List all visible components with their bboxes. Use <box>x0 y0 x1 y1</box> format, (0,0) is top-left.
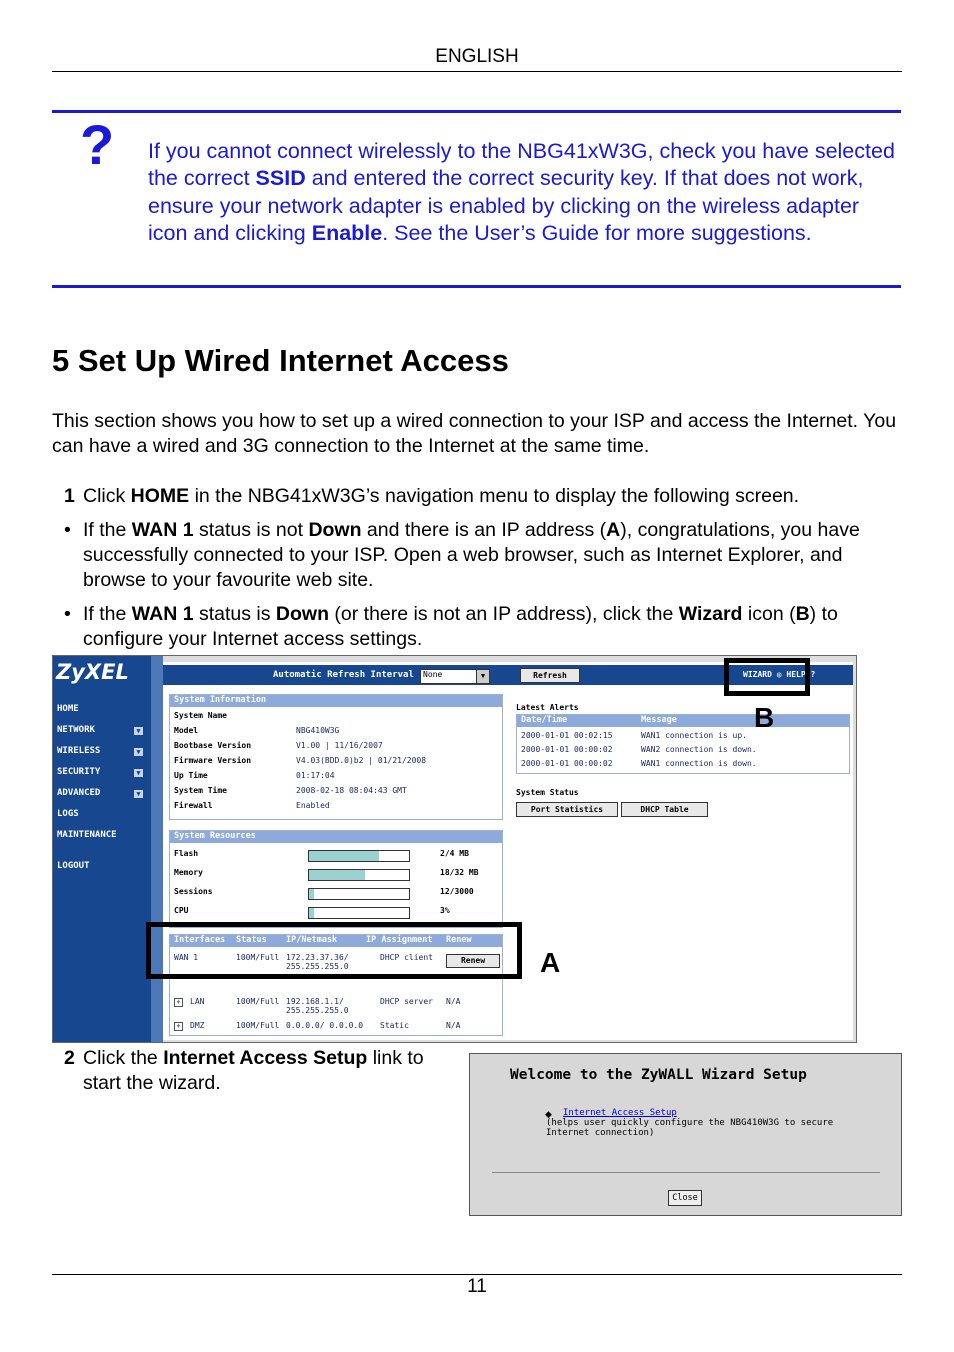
step-2: 2 Click the Internet Access Setup link to start the wizard. <box>64 1047 424 1094</box>
resource-label: Sessions <box>174 887 213 896</box>
latest-alerts-header: Date/Time Message <box>517 715 849 727</box>
bullet-wan-up: • If the WAN 1 status is not Down and there is an IP address (A), congratulations, you have successfully connected to your ISP. Open a web browser, such as Internet Explorer, and browse to your favourite web site. <box>64 519 860 591</box>
resource-value: 2/4 MB <box>440 849 469 858</box>
resource-bar <box>308 869 410 881</box>
sidebar-item-logout[interactable]: LOGOUT <box>57 861 90 871</box>
resource-bar <box>308 888 410 900</box>
interface-renew: N/A <box>446 1021 461 1030</box>
expand-icon[interactable]: + <box>174 998 183 1007</box>
sysinfo-key: Model <box>174 726 199 735</box>
latest-alerts-panel <box>516 714 850 774</box>
sidebar-item-network[interactable]: NETWORK <box>57 725 95 735</box>
renew-button[interactable]: Renew <box>446 954 500 968</box>
interface-mask: 255.255.255.0 <box>286 962 349 971</box>
wizard-title: Welcome to the ZyWALL Wizard Setup <box>510 1067 807 1083</box>
header-language: ENGLISH <box>435 46 519 67</box>
chevron-down-icon: ▼ <box>476 670 489 683</box>
interface-status: 100M/Full <box>236 1021 280 1030</box>
alert-time: 2000-01-01 00:02:15 <box>521 731 613 740</box>
interfaces-column-header: Renew <box>446 935 472 945</box>
resource-bar <box>308 907 410 919</box>
footer-rule <box>52 1274 902 1275</box>
resource-value: 18/32 MB <box>440 868 479 877</box>
sysinfo-value: V1.00 | 11/16/2007 <box>296 741 383 750</box>
alert-message: WAN1 connection is down. <box>641 759 757 768</box>
sidebar-item-home[interactable]: HOME <box>57 704 79 714</box>
step-number: 1 <box>64 485 75 507</box>
help-icon: ? <box>810 670 816 679</box>
wizard-screenshot <box>469 1053 902 1216</box>
chevron-down-icon[interactable]: ▼ <box>134 748 143 756</box>
note-text: If you cannot connect wirelessly to the NBG41xW3G, check you have selected the correct SSID and entered the correct security key. If that does not work, ensure your network adapter is enabled by clicking on the wireless adapter icon and clicking Enable. See the User’s Guide for more suggestions. <box>148 139 895 245</box>
interfaces-column-header: Interfaces <box>174 935 226 945</box>
sysinfo-key: Firewall <box>174 801 213 810</box>
zyxel-logo: ZyXEL <box>56 660 129 684</box>
note-bottom-rule <box>52 285 901 288</box>
sysinfo-value: 2008-02-18 08:04:43 GMT <box>296 786 407 795</box>
bullet-dot: • <box>64 519 71 541</box>
sysinfo-key: Up Time <box>174 771 208 780</box>
diamond-bullet-icon: ◆ <box>545 1109 552 1119</box>
sysinfo-key: System Name <box>174 711 227 720</box>
resource-value: 12/3000 <box>440 887 474 896</box>
system-resources-title: System Resources <box>170 831 502 843</box>
section-title: 5 Set Up Wired Internet Access <box>52 343 509 378</box>
chevron-down-icon[interactable]: ▼ <box>134 790 143 798</box>
callout-box-b <box>724 658 810 696</box>
sysinfo-key: System Time <box>174 786 227 795</box>
interface-ip: 172.23.37.36/ <box>286 953 349 962</box>
resource-label: CPU <box>174 906 189 915</box>
resource-label: Flash <box>174 849 199 858</box>
page-number: 11 <box>467 1276 487 1297</box>
step-1: 1 Click HOME in the NBG41xW3G’s navigation menu to display the following screen. <box>64 485 800 507</box>
sidebar-item-advanced[interactable]: ADVANCED <box>57 788 101 798</box>
interface-name: WAN 1 <box>174 953 199 962</box>
router-home-screenshot <box>52 655 857 1043</box>
interfaces-column-header: Status <box>236 935 267 945</box>
wizard-icon: ◎ <box>776 670 782 679</box>
chevron-down-icon[interactable]: ▼ <box>134 727 143 735</box>
resource-value: 3% <box>440 906 450 915</box>
sysinfo-key: Bootbase Version <box>174 741 252 750</box>
sidebar-item-maintenance[interactable]: MAINTENANCE <box>57 830 117 840</box>
alert-time: 2000-01-01 00:00:02 <box>521 759 613 768</box>
interface-assignment: Static <box>380 1021 409 1030</box>
resource-bar-fill <box>309 889 314 899</box>
callout-label-b: B <box>754 702 775 733</box>
question-mark-icon: ? <box>80 113 115 176</box>
system-information-panel <box>169 694 503 820</box>
router-main <box>163 662 853 1040</box>
close-button[interactable]: Close <box>668 1190 702 1206</box>
alert-time: 2000-01-01 00:00:02 <box>521 745 613 754</box>
resource-bar-fill <box>309 870 365 880</box>
wizard-separator <box>492 1172 880 1173</box>
sysinfo-value: V4.03(BDD.0)b2 | 01/21/2008 <box>296 756 427 765</box>
sidebar-stripe <box>151 656 163 1042</box>
resource-bar-fill <box>309 851 379 861</box>
interface-status: 100M/Full <box>236 953 280 962</box>
wizard-link-description: (helps user quickly configure the NBG410W3G to secure Internet connection) <box>546 1118 834 1138</box>
interfaces-column-header: IP Assignment <box>366 935 433 945</box>
header-rule <box>52 71 902 72</box>
interfaces-column-header: IP/Netmask <box>286 935 338 945</box>
bullet-dot: • <box>64 603 71 625</box>
router-sidebar <box>53 656 161 1042</box>
callout-label-a: A <box>540 947 561 978</box>
refresh-button[interactable]: Refresh <box>520 668 580 683</box>
resource-label: Memory <box>174 868 203 877</box>
interface-name: DMZ <box>190 1021 205 1030</box>
system-resources-panel <box>169 830 503 928</box>
system-status-title: System Status <box>516 788 579 797</box>
interface-status: 100M/Full <box>236 997 280 1006</box>
sidebar-item-logs[interactable]: LOGS <box>57 809 79 819</box>
alert-message: WAN1 connection is up. <box>641 731 747 740</box>
interface-name: LAN <box>190 997 205 1006</box>
sidebar-item-security[interactable]: SECURITY <box>57 767 101 777</box>
dhcp-table-button[interactable]: DHCP Table <box>621 802 708 817</box>
internet-access-setup-link[interactable]: Internet Access Setup <box>563 1108 677 1118</box>
interface-assignment: DHCP client <box>380 953 433 962</box>
latest-alerts-title: Latest Alerts <box>516 703 579 712</box>
refresh-interval-label: Automatic Refresh Interval <box>273 670 414 680</box>
sidebar-item-wireless[interactable]: WIRELESS <box>57 746 101 756</box>
system-information-title: System Information <box>170 695 502 707</box>
note-top-rule <box>52 110 901 113</box>
alert-message: WAN2 connection is down. <box>641 745 757 754</box>
interface-ip: 192.168.1.1/ <box>286 997 344 1006</box>
refresh-interval-select[interactable]: None ▼ <box>420 669 490 684</box>
interface-assignment: DHCP server <box>380 997 433 1006</box>
section-intro: This section shows you how to set up a wired connection to your ISP and access the Internet. You can have a wired and 3G connection to the Internet at the same time. <box>52 410 897 457</box>
interface-ip: 0.0.0.0/ 0.0.0.0 <box>286 1021 364 1030</box>
sysinfo-value: NBG410W3G <box>296 726 340 735</box>
callout-box-a <box>146 922 522 979</box>
interface-renew: N/A <box>446 997 461 1006</box>
resource-bar <box>308 850 410 862</box>
bullet-wan-down: • If the WAN 1 status is Down (or there is not an IP address), click the Wizard icon (B) to configure your Internet access settings. <box>64 603 838 650</box>
chevron-down-icon[interactable]: ▼ <box>134 769 143 777</box>
expand-icon[interactable]: + <box>174 1022 183 1031</box>
sysinfo-value: Enabled <box>296 801 330 810</box>
resource-bar-fill <box>309 908 314 918</box>
step-number: 2 <box>64 1047 75 1069</box>
port-statistics-button[interactable]: Port Statistics <box>516 802 618 817</box>
sysinfo-value: 01:17:04 <box>296 771 335 780</box>
interface-mask: 255.255.255.0 <box>286 1006 349 1015</box>
sysinfo-key: Firmware Version <box>174 756 252 765</box>
wizard-button[interactable]: WIZARD ◎ HELP ? <box>743 670 816 679</box>
